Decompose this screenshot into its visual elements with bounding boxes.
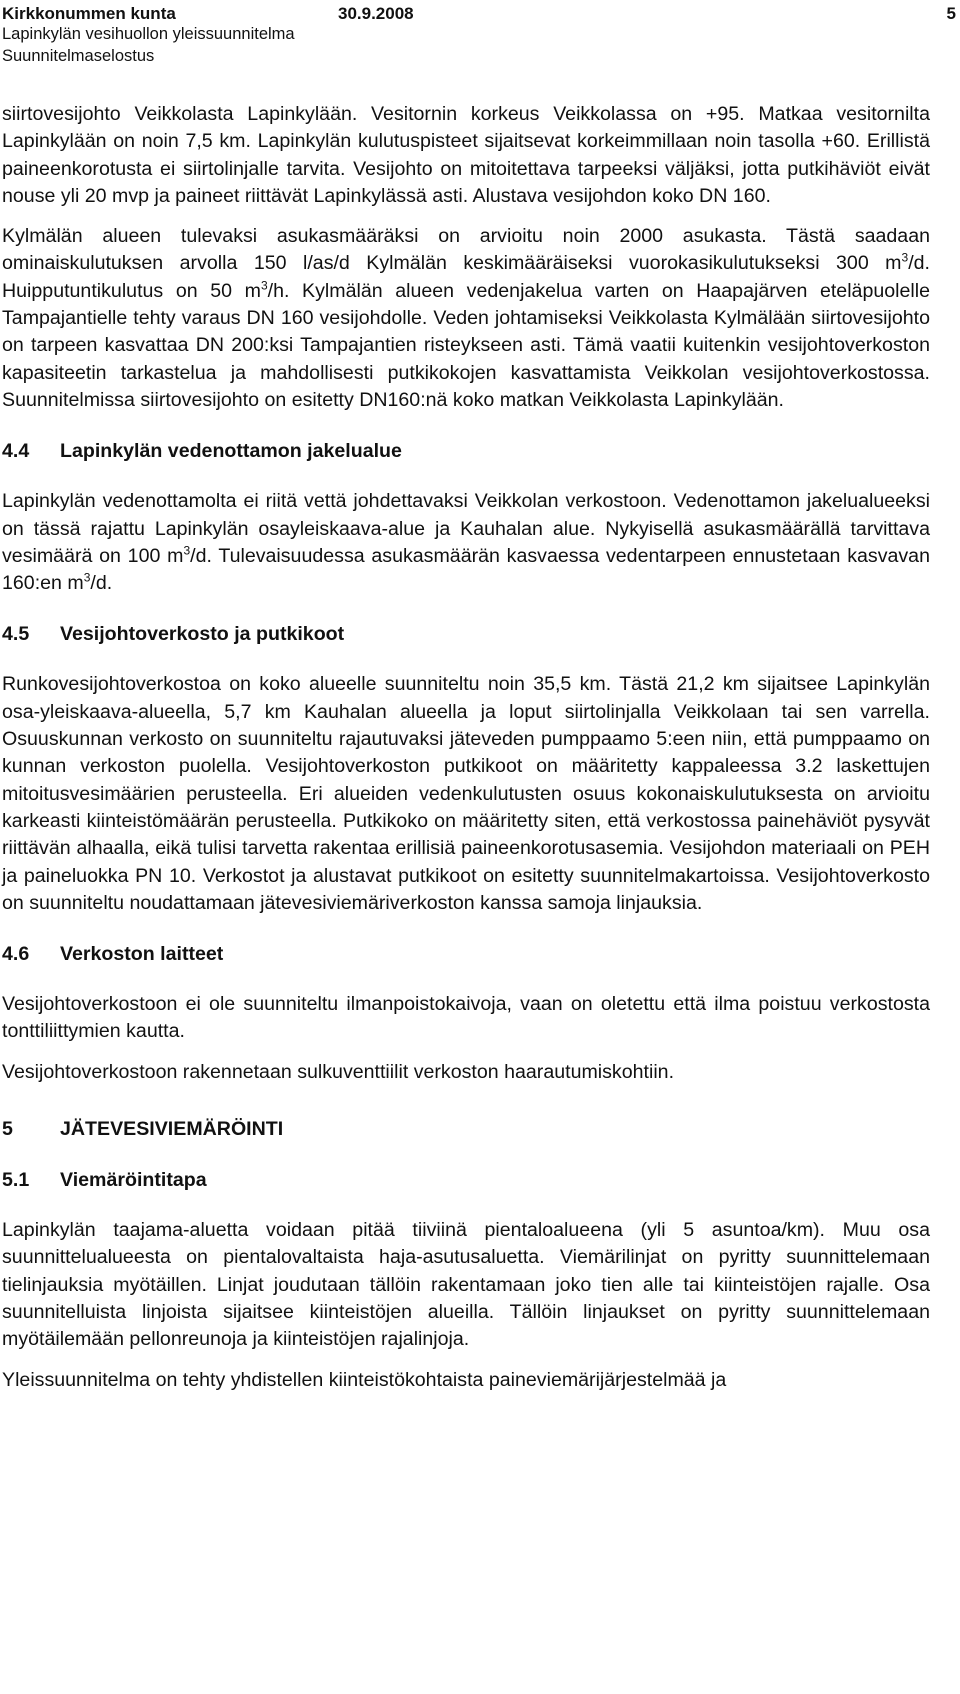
header-date: 30.9.2008	[338, 4, 414, 23]
section-title: Viemäröintitapa	[60, 1169, 207, 1192]
header-page-number: 5	[946, 4, 956, 23]
text-run: Kylmälän alueen tulevaksi asukasmääräksi on arvioitu noin 2000 asukasta. Tästä saadaan ominaiskulutuksen arvolla 150 l/as/d Kylmälän keskimääräiseksi vuorokasikulutukseksi 300 m	[2, 225, 930, 275]
superscript-3: 3	[183, 543, 191, 558]
superscript-3: 3	[83, 570, 91, 585]
text-run: Lapinkylän vedenottamolta ei riitä vettä johdettavaksi Veikkolan verkostoon. Vedenottamon jakelualueeksi on tässä rajattu Lapinkylän osayleiskaava-alue ja Kauhalan alue. Nykyisellä asukasmäärällä tarvittava vesimäärä on 100 m	[2, 490, 930, 567]
header-document-title: Lapinkylän vesihuollon yleissuunnitelma	[2, 25, 295, 43]
section-heading-4-4	[2, 437, 930, 465]
paragraph-air-release: Vesijohtoverkostoon ei ole suunniteltu ilmanpoistokaivoja, vaan on oletettu että ilma poistuu verkostosta tonttiliittymien kautta.	[2, 993, 930, 1043]
paragraph-transfer-pipeline: siirtovesijohto Veikkolasta Lapinkylään. Vesitornin korkeus Veikkolassa on +95. Matkaa vesitornilta Lapinkylään on noin 7,5 km. Lapinkylän kulutuspisteet sijaitsevat korkeimmillaan noin tasolla +60. Erillistä paineenkorotusta ei siirtolinjalle tarvita. Vesijohto on mitoitettava tarpeeksi väljäksi, jotta putkihäviöt eivät nouse yli 20 mvp ja paineet riittävät Lapinkylässä asti. Alustava vesijohdon koko DN 160.	[2, 103, 930, 207]
section-heading-4-5	[2, 620, 930, 648]
superscript-3: 3	[901, 250, 909, 265]
section-title: Vesijohtoverkosto ja putkikoot	[60, 623, 345, 646]
paragraph-distribution-area	[2, 488, 930, 597]
text-run: /h. Kylmälän alueen vedenjakelua varten on Haapajärven eteläpuolelle Tampajantielle tehty varaus DN 160 vesijohdolle. Veden johtamiseksi Veikkolasta Kylmälään siirtovesijohto on tarpeen kasvattaa DN 200:ksi Tampajantien risteykseen asti. Tämä vaatii kuitenkin vesijohtoverkoston kapasiteetin tarkastelua ja mahdollisesti putkikokojen kasvattamista Veikkolan vesijohtoverkostossa. Suunnitelmissa siirtovesijohto on esitetty DN160:nä koko matkan Veikkolasta Lapinkylään.	[2, 279, 930, 411]
section-number: 4.5	[2, 623, 30, 646]
section-title: Verkoston laitteet	[60, 943, 224, 966]
paragraph-sewer-method: Lapinkylän taajama-aluetta voidaan pitää tiiviinä pientaloalueena (yli 5 asuntoa/km). Muu osa suunnittelualueesta on pientalovaltaista haja-asutusaluetta. Viemärilinjat on pyritty suunnittelemaan tielinjauksia myötäillen. Linjat joudutaan tällöin rakentamaan joko tien alle tai kiinteistöjen rajalle. Osa suunnitelluista linjoista sijaitsee kiinteistöjen alueilla. Tällöin linjaukset on pyritty suunnittelemaan myötäilemään pellonreunoja ja kiinteistöjen rajalinjoja.	[2, 1219, 930, 1351]
section-number: 5.1	[2, 1169, 30, 1192]
header-document-subtitle: Suunnitelmaselostus	[2, 47, 155, 65]
section-number: 5	[2, 1118, 13, 1141]
section-number: 4.6	[2, 943, 30, 966]
text-run: /d. Tulevaisuudessa asukasmäärän kasvaessa vedentarpeen ennustetaan kasvavan 160:en m	[2, 544, 930, 595]
paragraph-shutoff-valves: Vesijohtoverkostoon rakennetaan sulkuventtiilit verkoston haarautumiskohtiin.	[2, 1060, 675, 1083]
text-run: /d.	[90, 572, 113, 595]
section-heading-4-6	[2, 940, 930, 968]
text-run: /d. Huipputuntikulutus on 50 m	[2, 252, 930, 302]
paragraph-pipe-network: Runkovesijohtoverkostoa on koko alueelle suunniteltu noin 35,5 km. Tästä 21,2 km sijaitsee Lapinkylän osa-yleiskaava-alueella, 5,7 km Kauhalan alueella ja loput siirtolinjalla Veikkolaan tai sen varrella. Osuuskunnan verkosto on suunniteltu rajautuvaksi jäteveden pumppaamo 5:een niin, että pumppaamo on kunnan verkoston puolella. Vesijohtoverkoston putkikoot on määritetty kappaleessa 3.2 laskettujen mitoitusvesimäärien perusteella. Eri alueiden vedenkulutusten osuus kokonaiskulutuksesta on arvioitu karkeasti kiinteistömäärän perusteella. Putkikoko on määritetty siten, että verkostossa painehäviöt pysyvät riittävän alhaalla, eikä tulisi tarvetta rakentaa erillisiä paineenkorotusasemia. Vesijohdon materiaali on PEH ja paineluokka PN 10. Verkostot ja alustavat putkikoot on esitetty suunnitelmakartoissa. Vesijohtoverkosto on suunniteltu noudattamaan jätevesiviemäriverkoston kanssa samoja linjauksia.	[2, 673, 930, 914]
section-title: Lapinkylän vedenottamon jakelualue	[60, 440, 402, 463]
superscript-3: 3	[260, 278, 268, 293]
section-number: 4.4	[2, 440, 30, 463]
page-body	[2, 101, 930, 1394]
paragraph-general-plan: Yleissuunnitelma on tehty yhdistellen kiinteistökohtaista paineviemärijärjestelmää ja	[2, 1368, 727, 1391]
section-title: JÄTEVESIVIEMÄRÖINTI	[60, 1118, 284, 1141]
paragraph-kylmala-consumption	[2, 223, 930, 414]
section-heading-5	[2, 1115, 930, 1143]
header-company: Kirkkonummen kunta	[2, 4, 176, 23]
section-heading-5-1	[2, 1166, 930, 1194]
